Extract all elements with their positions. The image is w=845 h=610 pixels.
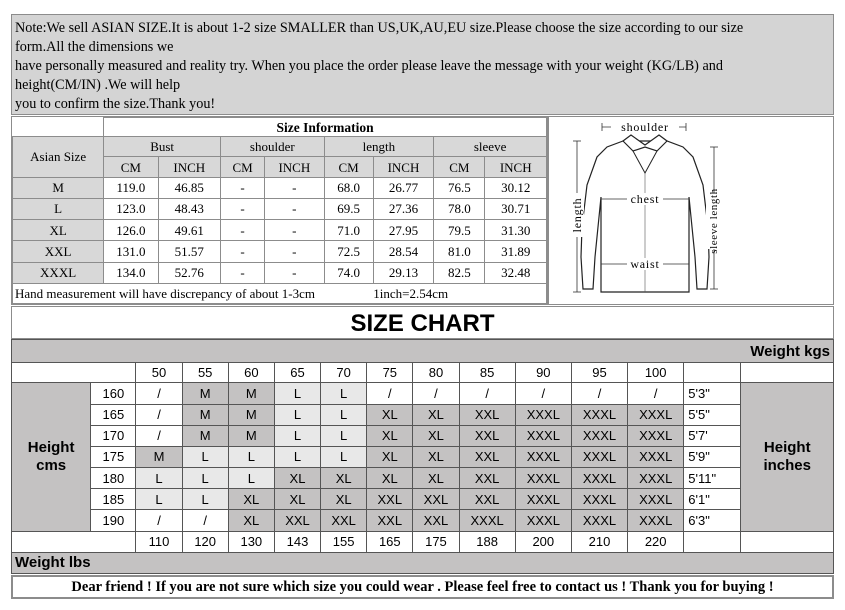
size-cell: XXXL — [571, 404, 627, 425]
weight-lb-header: 130 — [228, 531, 274, 552]
note-line-3: have personally measured and reality try. When you place the order please leave the message with your weight (KG/LB) and — [15, 58, 723, 74]
measurement-cell: 131.0 — [104, 241, 158, 262]
weight-lb-header: 120 — [182, 531, 228, 552]
measurement-cell: 48.43 — [158, 198, 221, 219]
size-cell: XXXL — [628, 510, 684, 531]
unit-header: CM — [434, 157, 485, 177]
size-cell: XL — [274, 489, 320, 510]
measurement-cell: 79.5 — [434, 220, 485, 241]
size-cell: XXXL — [515, 489, 571, 510]
weight-kgs-label: Weight kgs — [12, 340, 834, 363]
size-cell: XL — [413, 446, 459, 467]
height-cm-cell: 170 — [91, 425, 136, 446]
note-line-2: form.All the dimensions we — [15, 39, 174, 55]
weight-lb-header: 188 — [459, 531, 515, 552]
size-cell: L — [136, 468, 182, 489]
size-cell: XXXL — [515, 468, 571, 489]
size-cell: / — [459, 383, 515, 404]
shoulder-header: shoulder — [221, 137, 325, 157]
unit-header: CM — [221, 157, 265, 177]
shirt-diagram-svg — [549, 117, 833, 304]
measurement-cell: 49.61 — [158, 220, 221, 241]
note-line-5: you to confirm the size.Thank you! — [15, 96, 216, 112]
measurement-cell: 27.36 — [373, 198, 433, 219]
height-cm-cell: 185 — [91, 489, 136, 510]
size-cell: L — [321, 404, 367, 425]
size-cell: XL — [367, 468, 413, 489]
size-cell: XL — [321, 468, 367, 489]
weight-kg-header: 60 — [228, 363, 274, 383]
size-label: L — [13, 198, 104, 219]
size-cell: XXL — [367, 510, 413, 531]
asian-size-header: Asian Size — [13, 137, 104, 177]
size-cell: XXL — [459, 489, 515, 510]
weight-lb-header: 165 — [367, 531, 413, 552]
size-cell: L — [182, 446, 228, 467]
height-inch-cell: 6'3" — [684, 510, 741, 531]
size-row — [13, 198, 547, 219]
unit-header: INCH — [373, 157, 433, 177]
measurement-cell: 32.48 — [485, 262, 547, 283]
size-label: M — [13, 177, 104, 198]
size-cell: XXL — [321, 510, 367, 531]
weight-lb-header: 175 — [413, 531, 459, 552]
size-cell: XL — [413, 404, 459, 425]
size-row — [13, 177, 547, 198]
size-cell: XL — [413, 425, 459, 446]
size-cell: XXXL — [628, 404, 684, 425]
weight-lb-header: 143 — [274, 531, 320, 552]
height-cm-cell: 190 — [91, 510, 136, 531]
size-label: XXL — [13, 241, 104, 262]
size-cell: XXL — [413, 489, 459, 510]
size-label: XL — [13, 220, 104, 241]
size-cell: XL — [367, 404, 413, 425]
measurement-cell: - — [221, 262, 265, 283]
measurement-cell: 30.71 — [485, 198, 547, 219]
unit-header: CM — [324, 157, 373, 177]
weight-kg-header: 55 — [182, 363, 228, 383]
measurement-cell: 51.57 — [158, 241, 221, 262]
size-cell: XXXL — [571, 446, 627, 467]
size-cell: L — [321, 446, 367, 467]
measurement-cell: 69.5 — [324, 198, 373, 219]
height-row — [12, 510, 834, 531]
size-cell: L — [182, 489, 228, 510]
height-cm-cell: 165 — [91, 404, 136, 425]
size-cell: XXXL — [628, 425, 684, 446]
weight-lbs-label: Weight lbs — [12, 552, 834, 573]
weight-lb-header: 220 — [628, 531, 684, 552]
size-cell: XXXL — [571, 425, 627, 446]
size-cell: XXXL — [628, 489, 684, 510]
measurement-cell: 74.0 — [324, 262, 373, 283]
height-row — [12, 489, 834, 510]
measurement-cell: 71.0 — [324, 220, 373, 241]
sleeve-length-label: sleeve length — [708, 188, 720, 254]
height-inch-cell: 5'3" — [684, 383, 741, 404]
height-inch-cell: 6'1" — [684, 489, 741, 510]
weight-kg-header: 65 — [274, 363, 320, 383]
measurement-cell: - — [221, 241, 265, 262]
size-row — [13, 262, 547, 283]
size-cell: L — [321, 383, 367, 404]
weight-kg-header: 70 — [321, 363, 367, 383]
size-cell: XXL — [367, 489, 413, 510]
measurement-cell: 30.12 — [485, 177, 547, 198]
measurement-cell: 31.30 — [485, 220, 547, 241]
height-cm-cell: 175 — [91, 446, 136, 467]
size-cell: XXL — [459, 404, 515, 425]
size-cell: / — [413, 383, 459, 404]
size-cell: XL — [413, 468, 459, 489]
size-label: XXXL — [13, 262, 104, 283]
size-cell: M — [228, 425, 274, 446]
measurement-cell: - — [221, 220, 265, 241]
measurement-cell: 78.0 — [434, 198, 485, 219]
height-row — [12, 383, 834, 404]
size-cell: L — [228, 446, 274, 467]
weight-kg-header: 50 — [136, 363, 182, 383]
size-info-title: Size Information — [104, 118, 547, 137]
size-cell: XXXL — [628, 468, 684, 489]
size-cell: XL — [274, 468, 320, 489]
measurement-cell: 82.5 — [434, 262, 485, 283]
height-cm-cell: 160 — [91, 383, 136, 404]
size-cell: XXL — [274, 510, 320, 531]
measurement-cell: 28.54 — [373, 241, 433, 262]
size-cell: XXXL — [515, 446, 571, 467]
weight-lb-header: 210 — [571, 531, 627, 552]
measurement-cell: 29.13 — [373, 262, 433, 283]
measurement-cell: 134.0 — [104, 262, 158, 283]
size-cell: XXXL — [459, 510, 515, 531]
size-cell: M — [182, 404, 228, 425]
height-row — [12, 425, 834, 446]
size-cell: XXXL — [571, 489, 627, 510]
weight-lb-header: 200 — [515, 531, 571, 552]
size-cell: XXXL — [515, 404, 571, 425]
height-inch-cell: 5'11" — [684, 468, 741, 489]
size-information-table — [11, 116, 548, 305]
size-chart-title: SIZE CHART — [11, 306, 834, 339]
measurement-cell: 68.0 — [324, 177, 373, 198]
size-cell: L — [136, 489, 182, 510]
size-cell: XL — [367, 425, 413, 446]
unit-header: CM — [104, 157, 158, 177]
size-cell: M — [228, 383, 274, 404]
size-cell: XXL — [459, 425, 515, 446]
shirt-measurement-diagram — [548, 116, 834, 305]
size-row — [13, 241, 547, 262]
size-cell: M — [182, 383, 228, 404]
bust-header: Bust — [104, 137, 221, 157]
weight-kg-header: 80 — [413, 363, 459, 383]
measurement-cell: 126.0 — [104, 220, 158, 241]
measurement-cell: - — [265, 220, 324, 241]
size-cell: / — [367, 383, 413, 404]
measurement-cell: 76.5 — [434, 177, 485, 198]
measurement-cell: - — [265, 262, 324, 283]
measurement-cell: 72.5 — [324, 241, 373, 262]
measurement-footnote: Hand measurement will have discrepancy of about 1-3cm — [13, 283, 374, 303]
size-cell: / — [136, 425, 182, 446]
size-cell: M — [182, 425, 228, 446]
size-cell: XXXL — [571, 468, 627, 489]
weight-lb-header: 110 — [136, 531, 182, 552]
size-cell: / — [182, 510, 228, 531]
size-cell: XXXL — [571, 510, 627, 531]
measurement-cell: 27.95 — [373, 220, 433, 241]
size-cell: XXL — [413, 510, 459, 531]
unit-header: INCH — [485, 157, 547, 177]
size-cell: XXXL — [515, 425, 571, 446]
size-row — [13, 220, 547, 241]
measurement-cell: 119.0 — [104, 177, 158, 198]
height-inch-cell: 5'5" — [684, 404, 741, 425]
size-cell: XL — [321, 489, 367, 510]
size-cell: XL — [228, 510, 274, 531]
measurement-cell: 123.0 — [104, 198, 158, 219]
height-row — [12, 404, 834, 425]
height-cm-cell: 180 — [91, 468, 136, 489]
size-cell: L — [228, 468, 274, 489]
unit-header: INCH — [265, 157, 324, 177]
size-cell: L — [274, 446, 320, 467]
weight-kg-header: 75 — [367, 363, 413, 383]
weight-kg-header: 95 — [571, 363, 627, 383]
size-note — [11, 14, 834, 115]
size-cell: M — [228, 404, 274, 425]
size-cell: M — [136, 446, 182, 467]
size-cell: L — [182, 468, 228, 489]
size-cell: XXXL — [515, 510, 571, 531]
size-cell: / — [628, 383, 684, 404]
size-cell: XL — [367, 446, 413, 467]
size-cell: L — [274, 425, 320, 446]
measurement-cell: 81.0 — [434, 241, 485, 262]
weight-kg-header: 90 — [515, 363, 571, 383]
inch-conversion: 1inch=2.54cm — [373, 283, 546, 303]
size-chart-table — [11, 339, 834, 574]
waist-label: waist — [630, 257, 660, 271]
size-cell: XL — [228, 489, 274, 510]
height-inch-cell: 5'7' — [684, 425, 741, 446]
size-cell: / — [515, 383, 571, 404]
weight-kg-header: 100 — [628, 363, 684, 383]
note-line-4: height(CM/IN) .We will help — [15, 77, 181, 93]
measurement-cell: - — [221, 177, 265, 198]
measurement-cell: 46.85 — [158, 177, 221, 198]
size-cell: / — [136, 383, 182, 404]
size-cell: L — [274, 383, 320, 404]
length-header: length — [324, 137, 434, 157]
weight-lb-header: 155 — [321, 531, 367, 552]
size-cell: XXXL — [628, 446, 684, 467]
height-inches-label: Height inches — [741, 383, 834, 531]
weight-kg-header: 85 — [459, 363, 515, 383]
size-cell: XXL — [459, 446, 515, 467]
height-row — [12, 468, 834, 489]
size-cell: / — [571, 383, 627, 404]
measurement-cell: 52.76 — [158, 262, 221, 283]
size-cell: L — [321, 425, 367, 446]
height-inch-cell: 5'9" — [684, 446, 741, 467]
height-cms-label: Height cms — [12, 383, 91, 531]
measurement-cell: - — [221, 198, 265, 219]
size-cell: / — [136, 404, 182, 425]
measurement-cell: - — [265, 198, 324, 219]
measurement-cell: 31.89 — [485, 241, 547, 262]
measurement-cell: - — [265, 177, 324, 198]
unit-header: INCH — [158, 157, 221, 177]
chest-label: chest — [630, 192, 660, 206]
length-label: length — [570, 197, 584, 233]
height-row — [12, 446, 834, 467]
note-line-1: Note:We sell ASIAN SIZE.It is about 1-2 size SMALLER than US,UK,AU,EU size.Please choose the size according to our size — [15, 20, 744, 36]
size-cell: / — [136, 510, 182, 531]
shoulder-label: shoulder — [621, 120, 669, 134]
size-cell: L — [274, 404, 320, 425]
measurement-cell: - — [265, 241, 324, 262]
thank-you-message: Dear friend ! If you are not sure which size you could wear . Please feel free to contact us ! Thank you for buying ! — [11, 575, 834, 599]
measurement-cell: 26.77 — [373, 177, 433, 198]
sleeve-header: sleeve — [434, 137, 547, 157]
size-cell: XXL — [459, 468, 515, 489]
